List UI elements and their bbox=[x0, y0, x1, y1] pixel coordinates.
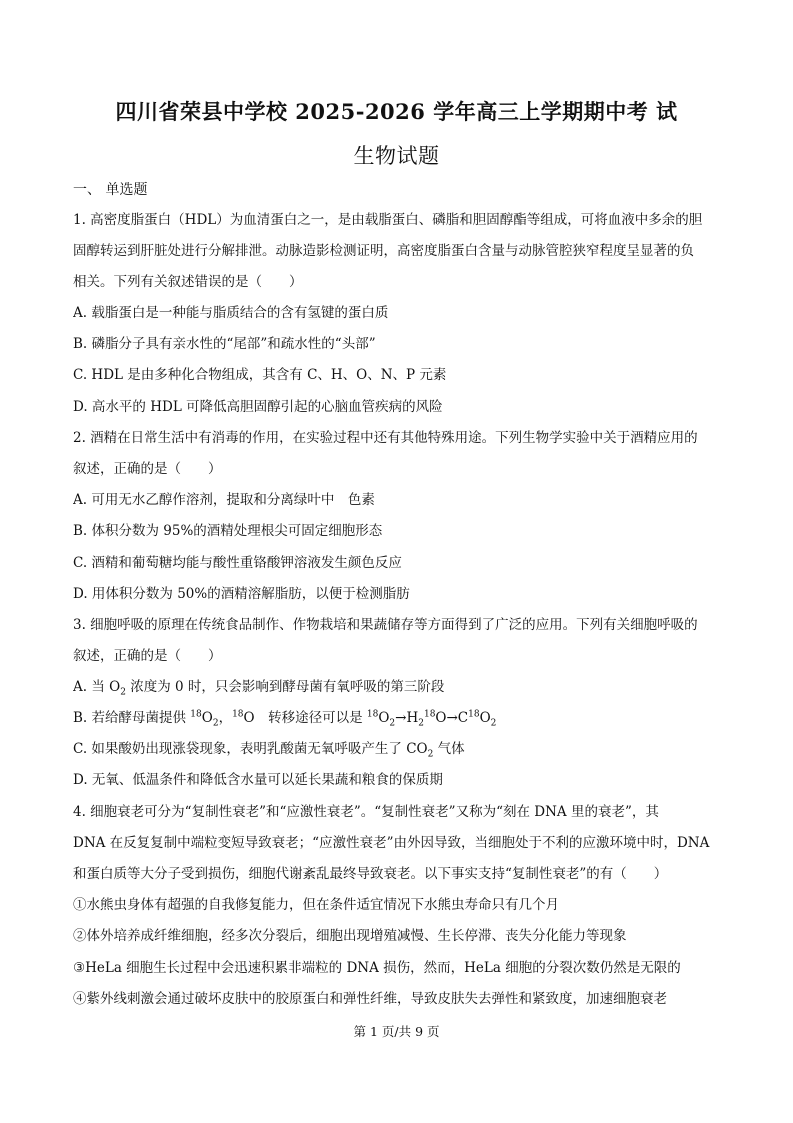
q3-option-b: B. 若给酵母菌提供 $^{18}O_2$，$^{18}$O 转移途径可以是 $^{18}O_2\to H_2^{18}O\to C^{18}O_2$ bbox=[73, 709, 497, 727]
q1-stem-line-2: 固醇转运到肝脏处进行分解排泄。动脉造影检测证明，高密度脂蛋白含量与动脉管腔狭窄程度呈显著的负 bbox=[73, 243, 694, 259]
section-heading: 一、 单选题 bbox=[73, 182, 148, 198]
q4-item-3: ③HeLa 细胞生长过程中会迅速积累非端粒的 DNA 损伤，然而，HeLa 细胞的分裂次数仍然是无限的 bbox=[73, 960, 681, 976]
q1-stem-line-3: 相关。下列有关叙述错误的是（ ） bbox=[73, 274, 303, 290]
document-subtitle: 生物试题 bbox=[353, 144, 440, 168]
q2-option-b: B. 体积分数为 95%的酒精处理根尖可固定细胞形态 bbox=[73, 523, 383, 539]
q2-stem-line-1: 2. 酒精在日常生活中有消毒的作用，在实验过程中还有其他特殊用途。下列生物学实验中关于酒精应用的 bbox=[73, 430, 698, 446]
q4-stem-line-1: 4. 细胞衰老可分为“复制性衰老”和“应激性衰老”。“复制性衰老”又称为“刻在 DNA 里的衰老”，其 bbox=[73, 804, 659, 820]
q4-item-4: ④紫外线刺激会通过破坏皮肤中的胶原蛋白和弹性纤维，导致皮肤失去弹性和紧致度，加速细胞衰老 bbox=[73, 991, 667, 1007]
q3-stem-line-1: 3. 细胞呼吸的原理在传统食品制作、作物栽培和果蔬储存等方面得到了广泛的应用。下列有关细胞呼吸的 bbox=[73, 617, 698, 633]
q3-option-c: C. 如果酸奶出现涨袋现象，表明乳酸菌无氧呼吸产生了 $CO_2$ 气体 bbox=[73, 741, 465, 758]
q1-option-c: C. HDL 是由多种化合物组成，其含有 C、H、O、N、P 元素 bbox=[73, 367, 447, 383]
q4-item-2: ②体外培养成纤维细胞，经多次分裂后，细胞出现增殖减慢、生长停滞、丧失分化能力等现象 bbox=[73, 928, 627, 944]
q4-stem-line-3: 和蛋白质等大分子受到损伤，细胞代谢紊乱最终导致衰老。以下事实支持“复制性衰老”的有（ ） bbox=[73, 866, 668, 882]
q2-stem-line-2: 叙述，正确的是（ ） bbox=[73, 461, 222, 477]
q1-option-b: B. 磷脂分子具有亲水性的“尾部”和疏水性的“头部” bbox=[73, 336, 376, 352]
q2-option-c: C. 酒精和葡萄糖均能与酸性重铬酸钾溶液发生颜色反应 bbox=[73, 555, 402, 571]
q1-stem-line-1: 1. 高密度脂蛋白（HDL）为血清蛋白之一，是由载脂蛋白、磷脂和胆固醇酯等组成，可将血液中多余的胆 bbox=[73, 212, 703, 228]
q3-option-a: A. 当 $O_2$ 浓度为 0 时，只会影响到酵母菌有氧呼吸的第三阶段 bbox=[73, 679, 445, 696]
q3-stem-line-2: 叙述，正确的是（ ） bbox=[73, 648, 222, 664]
q1-option-a: A. 载脂蛋白是一种能与脂质结合的含有氢键的蛋白质 bbox=[73, 305, 389, 321]
q4-item-1: ①水熊虫身体有超强的自我修复能力，但在条件适宜情况下水熊虫寿命只有几个月 bbox=[73, 897, 559, 913]
q2-option-a: A. 可用无水乙醇作溶剂，提取和分离绿叶中 色素 bbox=[73, 492, 375, 508]
q3-option-d: D. 无氧、低温条件和降低含水量可以延长果蔬和粮食的保质期 bbox=[73, 772, 443, 788]
q4-stem-line-2: DNA 在反复复制中端粒变短导致衰老；“应激性衰老”由外因导致，当细胞处于不利的应激环境中时，DNA bbox=[73, 835, 710, 851]
q1-option-d: D. 高水平的 HDL 可降低高胆固醇引起的心脑血管疾病的风险 bbox=[73, 399, 443, 415]
document-title: 四川省荣县中学校 2025-2026 学年高三上学期期中考 试 bbox=[115, 99, 678, 124]
page-number-footer: 第 1 页/共 9 页 bbox=[353, 1024, 440, 1039]
q2-option-d: D. 用体积分数为 50%的酒精溶解脂肪，以便于检测脂肪 bbox=[73, 586, 410, 602]
